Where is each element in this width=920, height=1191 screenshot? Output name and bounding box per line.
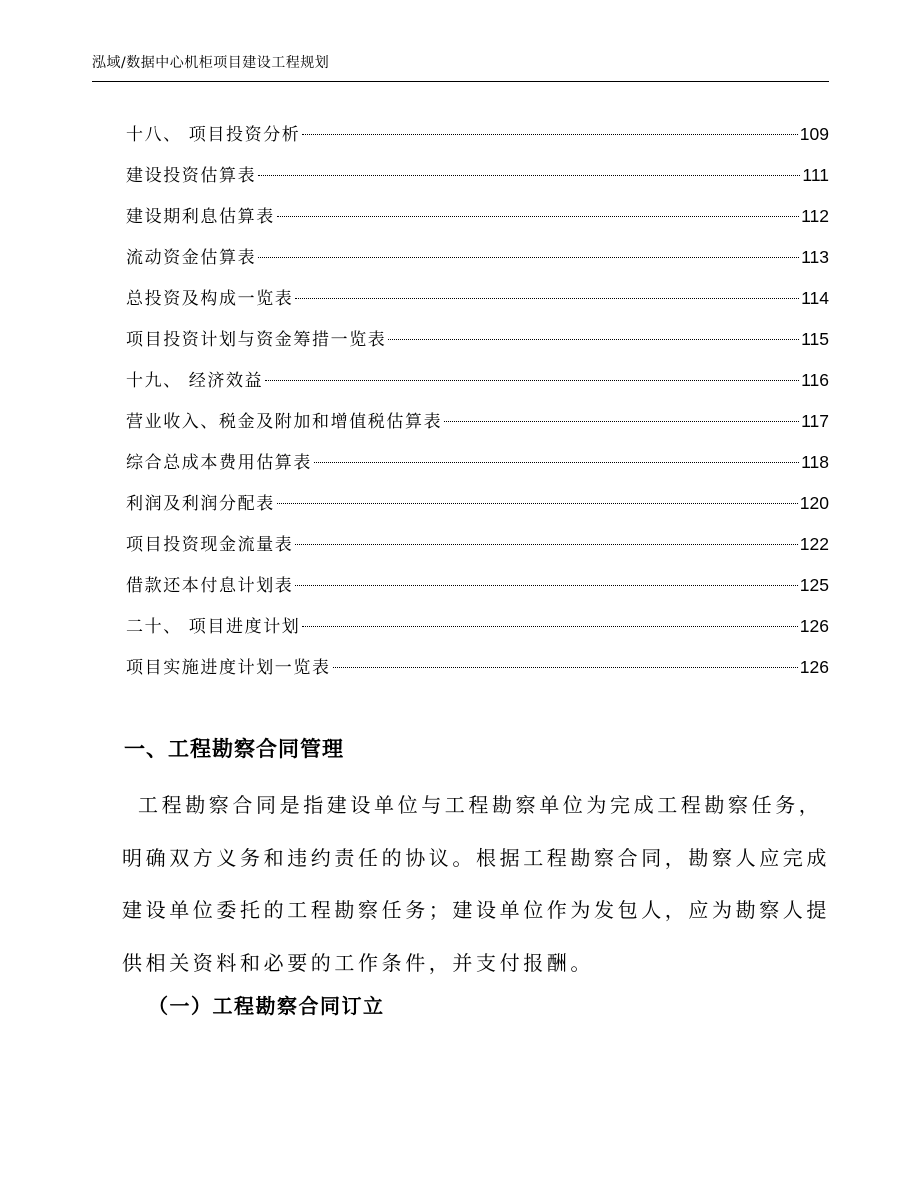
toc-entry-page: 120	[799, 493, 829, 513]
toc-leader-dots	[258, 257, 799, 258]
toc-entry-page: 126	[799, 616, 829, 636]
toc-entry-title: 营业收入、税金及附加和增值税估算表	[126, 412, 443, 432]
toc-entry-page: 117	[801, 411, 829, 431]
toc-leader-dots	[444, 421, 799, 422]
toc-entry[interactable]	[126, 490, 829, 531]
toc-entry-title: 十八、 项目投资分析	[126, 125, 301, 145]
toc-entry-page: 111	[802, 165, 829, 185]
toc-entry-page: 109	[799, 124, 829, 144]
toc-leader-dots	[302, 134, 797, 135]
toc-entry[interactable]	[126, 326, 829, 367]
toc-leader-dots	[277, 503, 798, 504]
toc-entry-page: 125	[799, 575, 829, 595]
toc-entry-page: 126	[799, 657, 829, 677]
toc-entry-title: 借款还本付息计划表	[126, 576, 294, 596]
toc-entry-title: 建设期利息估算表	[126, 207, 275, 227]
toc-leader-dots	[388, 339, 799, 340]
toc-leader-dots	[314, 462, 799, 463]
toc-leader-dots	[265, 380, 799, 381]
toc-entry[interactable]	[126, 654, 829, 695]
toc-entry[interactable]	[126, 203, 829, 244]
toc-entry-title: 利润及利润分配表	[126, 494, 275, 514]
toc-entry-title: 流动资金估算表	[126, 248, 257, 268]
subsection-heading: （一）工程勘察合同订立	[148, 994, 385, 1018]
section-heading: 一、工程勘察合同管理	[124, 737, 344, 761]
body-paragraph: 工程勘察合同是指建设单位与工程勘察单位为完成工程勘察任务，明确双方义务和违约责任的协议。根据工程勘察合同，勘察人应完成建设单位委托的工程勘察任务；建设单位作为发包人，应为勘察人提供相关资料和必要的工作条件，并支付报酬。	[122, 793, 830, 975]
toc-leader-dots	[295, 585, 797, 586]
toc-entry-title: 项目投资计划与资金筹措一览表	[126, 330, 387, 350]
toc-entry[interactable]	[126, 408, 829, 449]
toc-entry-title: 总投资及构成一览表	[126, 289, 294, 309]
toc-entry[interactable]	[126, 613, 829, 654]
toc-entry[interactable]	[126, 244, 829, 285]
toc-entry-title: 建设投资估算表	[126, 166, 257, 186]
toc-leader-dots	[277, 216, 799, 217]
toc-entry[interactable]	[126, 285, 829, 326]
toc-entry-page: 115	[801, 329, 829, 349]
toc-entry-page: 112	[801, 206, 829, 226]
toc-entry[interactable]	[126, 449, 829, 490]
toc-leader-dots	[295, 298, 799, 299]
toc-entry-title: 项目实施进度计划一览表	[126, 658, 331, 678]
toc-entry-title: 十九、 经济效益	[126, 371, 264, 391]
toc-entry-page: 113	[801, 247, 829, 267]
toc-leader-dots	[258, 175, 800, 176]
toc-entry[interactable]	[126, 121, 829, 162]
toc-leader-dots	[333, 667, 798, 668]
toc-entry-page: 116	[801, 370, 829, 390]
toc-entry[interactable]	[126, 367, 829, 408]
toc-entry[interactable]	[126, 531, 829, 572]
header-divider	[92, 81, 829, 82]
toc-entry-title: 二十、 项目进度计划	[126, 617, 301, 637]
toc-entry-page: 122	[799, 534, 829, 554]
toc-entry-page: 118	[801, 452, 829, 472]
toc-entry[interactable]	[126, 162, 829, 203]
toc-leader-dots	[302, 626, 797, 627]
toc-leader-dots	[295, 544, 797, 545]
table-of-contents	[126, 121, 829, 695]
toc-entry[interactable]	[126, 572, 829, 613]
toc-entry-page: 114	[801, 288, 829, 308]
running-header: 泓域/数据中心机柜项目建设工程规划	[92, 55, 330, 71]
toc-entry-title: 项目投资现金流量表	[126, 535, 294, 555]
toc-entry-title: 综合总成本费用估算表	[126, 453, 312, 473]
